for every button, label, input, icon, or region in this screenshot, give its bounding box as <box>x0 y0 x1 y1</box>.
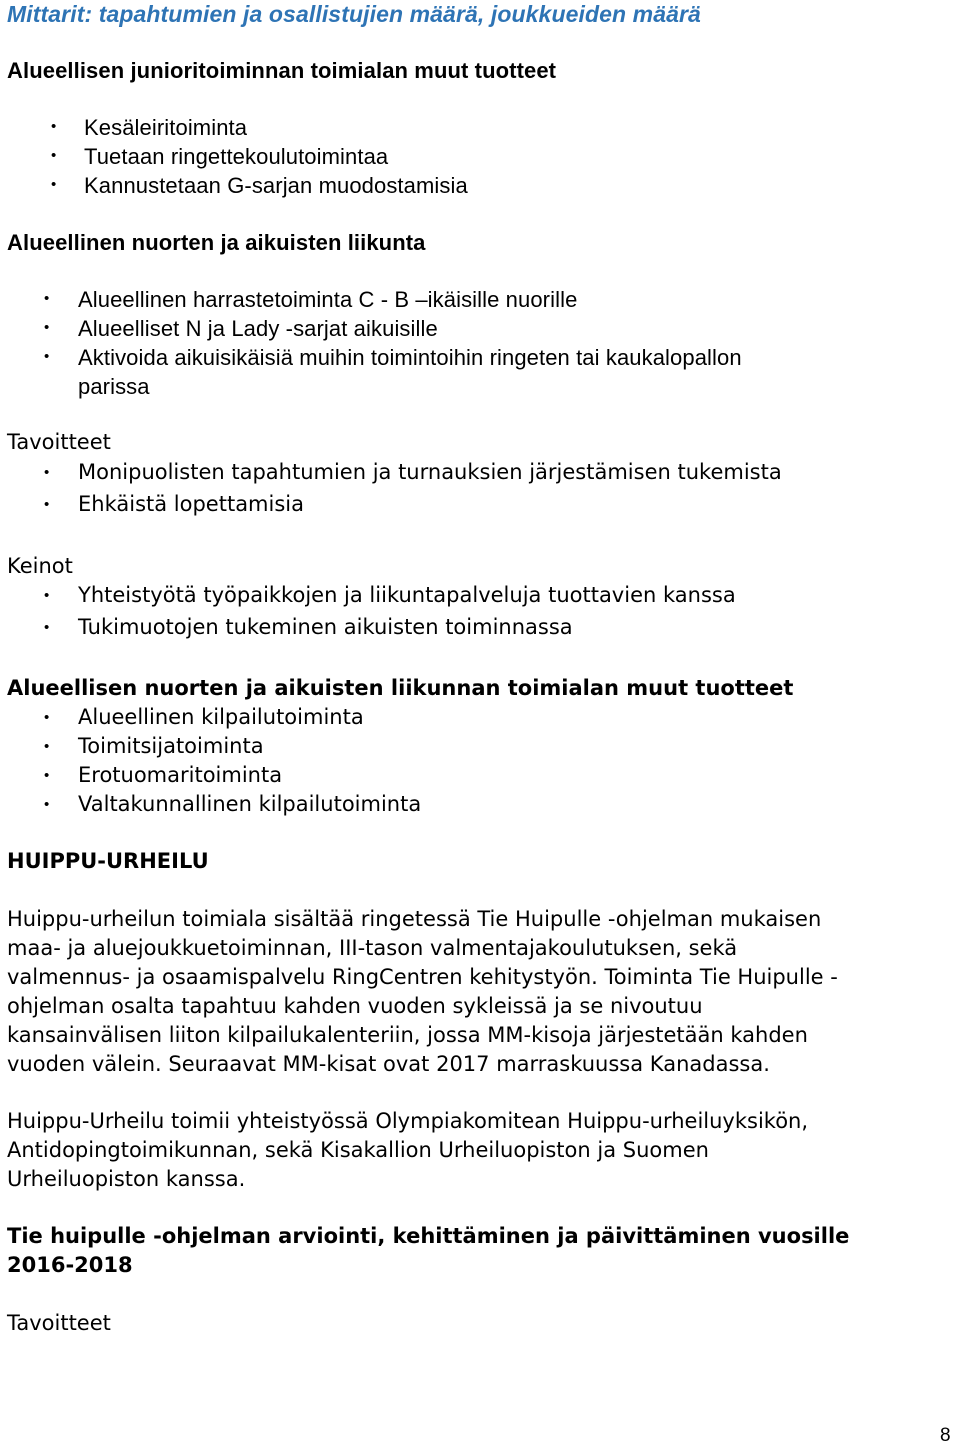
goals-label: Tavoitteet <box>7 430 111 454</box>
list-item: Toimitsijatoiminta <box>78 734 264 758</box>
paragraph-line: maa- ja aluejoukkuetoiminnan, III-tason valmentajakoulutuksen, sekä <box>7 936 738 960</box>
list-item: Erotuomaritoiminta <box>78 763 283 787</box>
list-item: Alueellinen harrastetoiminta C - B –ikäisille nuorille <box>78 287 578 312</box>
bullet-icon: • <box>51 118 57 135</box>
bullet-icon: • <box>44 464 50 481</box>
list-item: Monipuolisten tapahtumien ja turnauksien järjestämisen tukemista <box>78 460 782 484</box>
section-heading-junior: Alueellisen junioritoiminnan toimialan muut tuotteet <box>7 58 557 83</box>
section-heading-elite: HUIPPU-URHEILU <box>7 849 209 873</box>
list-item: Yhteistyötä työpaikkojen ja liikuntapalveluja tuottavien kanssa <box>78 583 736 607</box>
bullet-icon: • <box>44 796 50 813</box>
bullet-icon: • <box>51 147 57 164</box>
paragraph-line: Antidopingtoimikunnan, sekä Kisakallion Urheiluopiston ja Suomen <box>7 1138 709 1162</box>
list-item: Alueelliset N ja Lady -sarjat aikuisille <box>78 316 438 341</box>
section-heading-adult-products: Alueellisen nuorten ja aikuisten liikunnan toimialan muut tuotteet <box>7 676 794 700</box>
bullet-icon: • <box>44 619 50 636</box>
list-item-continuation: parissa <box>78 374 150 399</box>
bullet-icon: • <box>51 176 57 193</box>
paragraph-line: vuoden välein. Seuraavat MM-kisat ovat 2017 marraskuussa Kanadassa. <box>7 1052 770 1076</box>
paragraph-line: ohjelman osalta tapahtuu kahden vuoden sykleissä ja se nivoutuu <box>7 994 703 1018</box>
list-item: Tuetaan ringettekoulutoimintaa <box>84 144 389 169</box>
bullet-icon: • <box>44 709 50 726</box>
list-item: Aktivoida aikuisikäisiä muihin toimintoihin ringeten tai kaukalopallon <box>78 345 742 370</box>
section-heading-tie-huipulle: Tie huipulle -ohjelman arviointi, kehittäminen ja päivittäminen vuosille <box>7 1224 850 1248</box>
bullet-icon: • <box>44 767 50 784</box>
list-item: Ehkäistä lopettamisia <box>78 492 304 516</box>
list-item: Alueellinen kilpailutoiminta <box>78 705 364 729</box>
list-item: Kannustetaan G-sarjan muodostamisia <box>84 173 468 198</box>
paragraph-line: Huippu-Urheilu toimii yhteistyössä Olympiakomitean Huippu-urheiluyksikön, <box>7 1109 809 1133</box>
metrics-title: Mittarit: tapahtumien ja osallistujien määrä, joukkueiden määrä <box>7 1 701 27</box>
bullet-icon: • <box>44 587 50 604</box>
list-item: Kesäleiritoiminta <box>84 115 248 140</box>
page-number: 8 <box>940 1425 951 1446</box>
list-item: Tukimuotojen tukeminen aikuisten toiminnassa <box>78 615 573 639</box>
bullet-icon: • <box>44 348 50 365</box>
goals-label: Tavoitteet <box>7 1311 111 1335</box>
bullet-icon: • <box>44 290 50 307</box>
paragraph-line: valmennus- ja osaamispalvelu RingCentren kehitystyön. Toiminta Tie Huipulle - <box>7 965 838 989</box>
section-heading-years: 2016-2018 <box>7 1253 133 1277</box>
bullet-icon: • <box>44 319 50 336</box>
bullet-icon: • <box>44 496 50 513</box>
list-item: Valtakunnallinen kilpailutoiminta <box>78 792 422 816</box>
paragraph-line: kansainvälisen liiton kilpailukalenteriin, jossa MM-kisoja järjestetään kahden <box>7 1023 808 1047</box>
bullet-icon: • <box>44 738 50 755</box>
section-heading-adult: Alueellinen nuorten ja aikuisten liikunta <box>7 230 426 255</box>
paragraph-line: Urheiluopiston kanssa. <box>7 1167 246 1191</box>
means-label: Keinot <box>7 554 73 578</box>
paragraph-line: Huippu-urheilun toimiala sisältää ringetessä Tie Huipulle -ohjelman mukaisen <box>7 907 822 931</box>
